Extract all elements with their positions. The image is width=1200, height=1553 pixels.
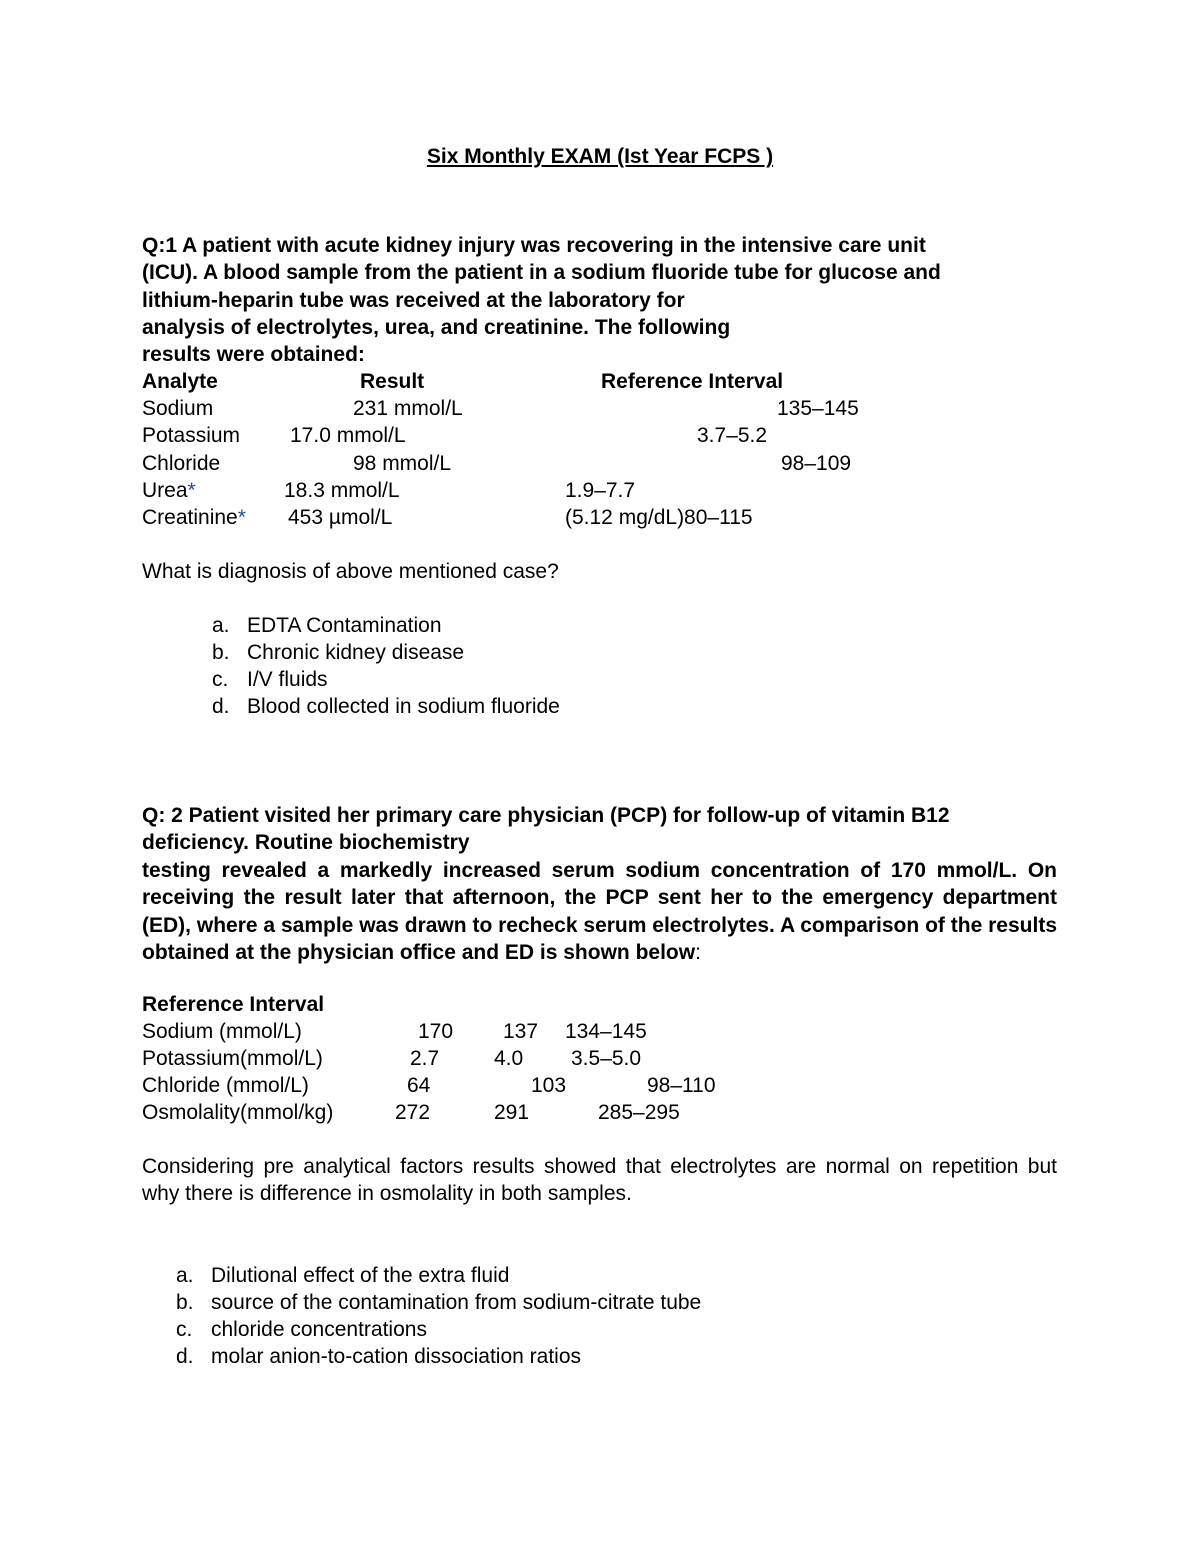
q1-option-d[interactable]: Blood collected in sodium fluoride	[247, 695, 560, 718]
q2-row-potassium-ref: 3.5–5.0	[571, 1047, 642, 1070]
q1-question: What is diagnosis of above mentioned case?	[142, 560, 559, 583]
q1-row-potassium-result: 17.0 mmol/L	[290, 424, 406, 447]
q2-row-potassium-office: 2.7	[410, 1047, 440, 1070]
q1-stem-line-3: lithium-heparin tube was received at the laboratory for	[142, 289, 685, 312]
q2-header-reference: Reference Interval	[142, 993, 325, 1016]
q2-row-sodium-ed: 137	[503, 1020, 539, 1043]
q2-row-chloride-ed: 103	[531, 1074, 567, 1097]
q1-option-a-letter: a.	[212, 614, 230, 637]
q2-row-sodium-analyte: Sodium (mmol/L)	[142, 1020, 302, 1043]
q1-row-creatinine-analyte: Creatinine*	[142, 506, 246, 529]
q2-row-chloride-ref: 98–110	[647, 1074, 716, 1097]
q2-row-potassium-analyte: Potassium(mmol/L)	[142, 1047, 323, 1070]
q1-row-sodium-ref: 135–145	[777, 397, 859, 420]
q1-row-creatinine-ref: (5.12 mg/dL)80–115	[565, 506, 753, 529]
q2-option-a[interactable]: Dilutional effect of the extra fluid	[211, 1264, 510, 1287]
q2-row-osmolality-ref: 285–295	[598, 1101, 680, 1124]
q1-stem-line-1: Q:1 A patient with acute kidney injury was recovering in the intensive care unit	[142, 234, 926, 257]
q2-option-d[interactable]: molar anion-to-cation dissociation ratios	[211, 1345, 582, 1368]
q1-header-reference: Reference Interval	[601, 370, 784, 393]
q1-row-urea-ref: 1.9–7.7	[565, 479, 636, 502]
q1-row-potassium-ref: 3.7–5.2	[697, 424, 768, 447]
q2-row-osmolality-ed: 291	[494, 1101, 530, 1124]
q1-option-b[interactable]: Chronic kidney disease	[247, 641, 465, 664]
q1-creatinine-asterisk: *	[237, 506, 246, 529]
q1-row-urea-analyte: Urea*	[142, 479, 196, 502]
q1-row-chloride-result: 98 mmol/L	[353, 452, 452, 475]
q1-stem-line-4: analysis of electrolytes, urea, and creatinine. The following	[142, 316, 731, 339]
q2-row-chloride-analyte: Chloride (mmol/L)	[142, 1074, 309, 1097]
q1-stem-line-5: results were obtained:	[142, 343, 365, 366]
q2-row-osmolality-office: 272	[395, 1101, 431, 1124]
q2-row-sodium-office: 170	[418, 1020, 454, 1043]
q1-header-analyte: Analyte	[142, 370, 218, 393]
q1-option-d-letter: d.	[212, 695, 230, 718]
q1-row-potassium-analyte: Potassium	[142, 424, 241, 447]
q2-option-a-letter: a.	[176, 1264, 194, 1287]
q2-option-c[interactable]: chloride concentrations	[211, 1318, 427, 1341]
q1-row-chloride-analyte: Chloride	[142, 452, 221, 475]
q1-header-result: Result	[360, 370, 425, 393]
q1-row-creatinine-result: 453 µmol/L	[288, 506, 393, 529]
q2-option-b[interactable]: source of the contamination from sodium-citrate tube	[211, 1291, 702, 1314]
q1-row-chloride-ref: 98–109	[781, 452, 852, 475]
page-title: Six Monthly EXAM (Ist Year FCPS )	[426, 145, 774, 168]
q2-row-sodium-ref: 134–145	[565, 1020, 647, 1043]
q2-question: Considering pre analytical factors results showed that electrolytes are normal on repetition but why there is difference in osmolality in both samples.	[142, 1155, 1057, 1206]
q1-row-sodium-result: 231 mmol/L	[353, 397, 463, 420]
q1-option-a[interactable]: EDTA Contamination	[247, 614, 442, 637]
q1-urea-asterisk: *	[187, 479, 196, 502]
q1-row-urea-result: 18.3 mmol/L	[284, 479, 400, 502]
q2-stem-part-1: Q: 2 Patient visited her primary care physician (PCP) for follow-up of vitamin B12 deficiency. Routine biochemistry	[142, 804, 950, 855]
q2-row-osmolality-analyte: Osmolality(mmol/kg)	[142, 1101, 334, 1124]
q2-option-c-letter: c.	[176, 1318, 193, 1341]
q2-option-d-letter: d.	[176, 1345, 194, 1368]
q2-option-b-letter: b.	[176, 1291, 194, 1314]
q1-row-sodium-analyte: Sodium	[142, 397, 214, 420]
q1-stem-line-2: (ICU). A blood sample from the patient in a sodium fluoride tube for glucose and	[142, 261, 941, 284]
q1-option-c-letter: c.	[212, 668, 229, 691]
q2-stem-part-2: testing revealed a markedly increased serum sodium concentration of 170 mmol/L. On receiving the result later that afternoon, the PCP sent her to the emergency department (ED), where a sample was drawn to recheck serum electrolytes. A comparison of the results obtained at the physician office and ED is shown below:	[142, 859, 1057, 964]
q2-row-chloride-office: 64	[407, 1074, 431, 1097]
q2-row-potassium-ed: 4.0	[494, 1047, 524, 1070]
q1-option-b-letter: b.	[212, 641, 230, 664]
q1-option-c[interactable]: I/V fluids	[247, 668, 328, 691]
